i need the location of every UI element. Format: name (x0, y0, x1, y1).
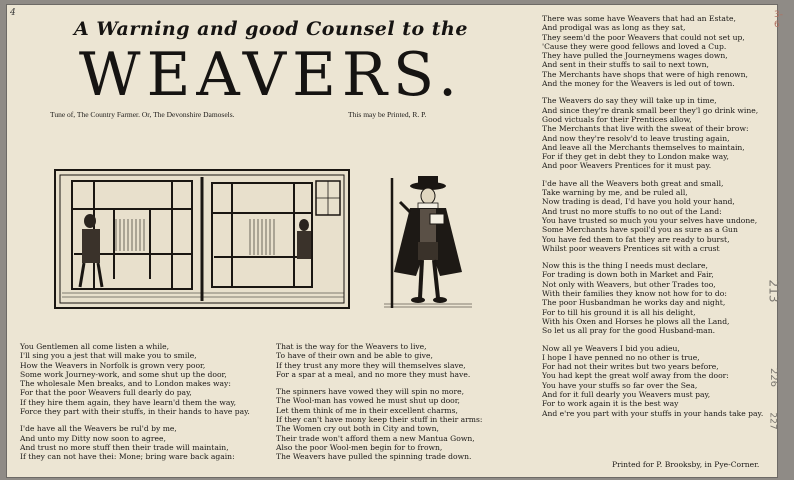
stanza-gap (542, 336, 763, 344)
catalog-number: 4 (10, 8, 16, 18)
verse-column-right (542, 14, 763, 418)
printer-imprint: Printed for P. Brooksby, in Pye-Corner. (612, 460, 760, 469)
stanza-gap (542, 253, 763, 261)
verse-line: And sent in their stuffs to sail to next town, (542, 60, 709, 70)
stanza-gap (542, 171, 763, 179)
verse-line: The poor Husbandman he works day and night, (542, 298, 726, 308)
verse-line: For had not their writes but two years before, (542, 362, 719, 372)
verse-line: If they hire them again, they have learn'd them the way, (20, 397, 237, 407)
verse-line: And now they're resolv'd to leave trusting again, (542, 133, 730, 143)
verse-line: The Weavers have pulled the spinning trade down. (276, 452, 472, 462)
stanza-gap (276, 379, 482, 387)
verse-line: The Merchants that live with the sweat of their brow: (542, 124, 749, 134)
verse-line: You have fed them to fat they are ready to burst, (542, 234, 730, 244)
verse-line: Their trade won't afford them a new Mantua Gown, (276, 433, 475, 443)
verse-line: If they can't have mony keep their stuff in their arms: (276, 415, 483, 425)
broadside-title: A Warning and good Counsel to the (74, 18, 468, 40)
loom-woodcut-image (54, 169, 350, 309)
verse-line: How the Weavers in Norfolk is grown very poor, (20, 360, 206, 370)
verse-line: The Weavers do say they will take up in time, (542, 96, 717, 106)
verse-line: There was some have Weavers that had an Estate, (542, 14, 736, 23)
verse-line: And leave all the Merchants themselves to maintain, (542, 142, 745, 152)
gentleman-woodcut-image (380, 172, 476, 310)
verse-line: To have of their own and be able to give, (276, 351, 433, 361)
verse-line: The Merchants have shops that were of high renown, (542, 69, 748, 79)
verse-line: For that the poor Weavers full dearly do pay, (20, 388, 192, 398)
verse-line: And the money for the Weavers is led out of town. (542, 79, 735, 89)
verse-line: And e're you part with your stuffs in your hands take pay. (542, 408, 764, 418)
verse-line: With their families they know not how for to do: (542, 289, 727, 299)
tune-line: Tune of, The Country Farmer. Or, The Devonshire Damosels. (50, 110, 235, 119)
pencil-annotation-top: 3-6 (774, 10, 783, 30)
verse-line: For to till his ground it is all his delight, (542, 307, 696, 317)
verse-line: They seem'd the poor Weavers that could not set up, (542, 32, 745, 42)
verse-line: Now trading is dead, I'd have you hold your hand, (542, 197, 735, 207)
verse-line: I'de have all the Weavers both great and small, (542, 178, 724, 188)
verse-line: And unto my Ditty now soon to agree, (20, 433, 166, 443)
verse-line: I'll sing you a jest that will make you to smile, (20, 351, 197, 361)
verse-line: Let them think of me in their excellent charms, (276, 405, 458, 415)
broadside-main-title: WEAVERS. (78, 40, 464, 110)
verse-line: So let us all pray for the good Husband-man. (542, 326, 716, 336)
pencil-annotation-mid: 213 (766, 279, 781, 303)
broadside-sheet (6, 4, 783, 478)
verse-line: Not only with Weavers, but other Trades too, (542, 279, 716, 289)
verse-line: Also the poor Wool-men begin for to frown, (276, 442, 443, 452)
verse-line: And since they're drank small beer they'l go drink wine, (542, 105, 759, 115)
verse-line: Some work Journey-work, and some shut up the door, (20, 369, 227, 379)
verse-line: 'Cause they were good fellows and loved a Cup. (542, 41, 727, 51)
verse-line: I hope I have penned no no other is true, (542, 352, 700, 362)
license-line: This may be Printed, R. P. (348, 110, 427, 119)
verse-line: For trading is down both in Market and Fair, (542, 270, 714, 280)
verse-line: Whilst poor weavers Prentices sit with a crust (542, 243, 720, 253)
verse-line: And prodigal was as long as they sat, (542, 23, 686, 33)
verse-line: If they can not have thei: Mone; bring ware back again: (20, 452, 235, 462)
stanza-gap (542, 88, 763, 96)
pencil-annotation-bottom: 227 (767, 412, 778, 430)
verse-line: Take warning by me, and be ruled all, (542, 188, 688, 198)
verse-line: You Gentlemen all come listen a while, (20, 342, 170, 351)
verse-line: You have trusted so much you your selves have undone, (542, 215, 758, 225)
verse-line: For if they get in debt they to London make way, (542, 152, 729, 162)
verse-line: For to work again it is the best way (542, 399, 679, 409)
verse-line: You had kept the great wolf away from the door: (542, 371, 729, 381)
verse-line: You have your stuffs so far over the Sea, (542, 380, 698, 390)
verse-line: For a spar at a meal, and no more they must have. (276, 369, 471, 379)
verse-line: With his Oxen and Horses he plows all the Land, (542, 316, 730, 326)
verse-line: And trust no more stuffs to no out of the Land: (542, 206, 722, 216)
verse-line: Good victuals for their Prentices allow, (542, 114, 692, 124)
verse-column-middle (276, 342, 482, 462)
stanza-gap (20, 416, 250, 424)
verse-line: The Wool-man has vowed he must shut up door, (276, 396, 460, 406)
pencil-annotation-low: 226 (768, 367, 780, 388)
verse-line: Some Merchants have spoil'd you as sure as a Gun (542, 225, 738, 235)
verse-line: Now this is the thing I needs must declare, (542, 261, 708, 271)
verse-line: The Women cry out both in City and town, (276, 424, 439, 434)
verse-column-left (20, 342, 250, 462)
verse-line: The spinners have vowed they will spin no more, (276, 387, 465, 397)
verse-line: And trust no more stuff then their trade will maintain, (20, 442, 229, 452)
verse-line: I'de have all the Weavers be rul'd by me, (20, 424, 177, 434)
verse-line: If they trust any more they will themselves slave, (276, 360, 466, 370)
verse-line: They have pulled the Journeymens wages down, (542, 51, 728, 61)
verse-line: The wholesale Men breaks, and to London makes way: (20, 379, 231, 389)
verse-line: That is the way for the Weavers to live, (276, 342, 427, 351)
verse-line: And poor Weavers Prentices for it must pay. (542, 161, 712, 171)
verse-line: And for it full dearly you Weavers must pay, (542, 389, 711, 399)
verse-line: Force they part with their stuffs, in their hands to have pay. (20, 407, 250, 417)
verse-line: Now all ye Weavers I bid you adieu, (542, 343, 680, 353)
